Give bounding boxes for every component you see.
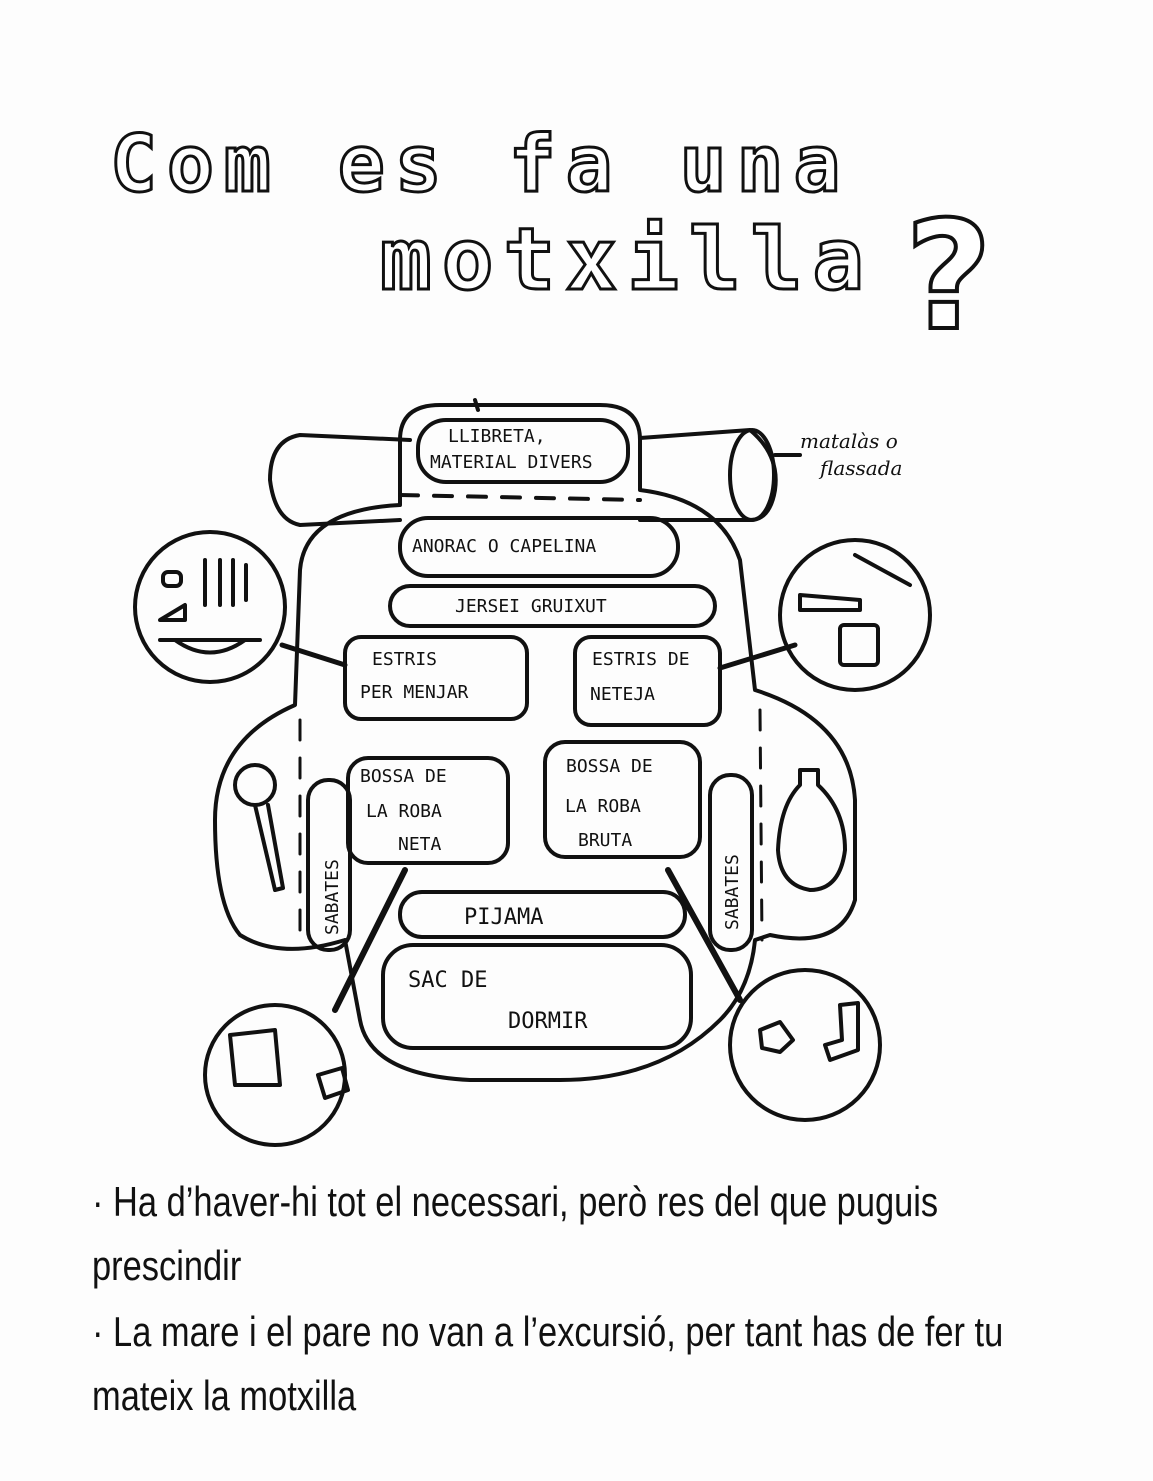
note-1 xyxy=(92,1170,938,1298)
note-2-line-2: mateix la motxilla xyxy=(92,1372,357,1419)
note-2-line-1: · La mare i el pare no van a l’excursió, per tant has de fer tu xyxy=(92,1308,1004,1355)
backpack-outline xyxy=(215,405,855,1080)
sac-label-1: SAC DE xyxy=(408,968,488,993)
cutlery-circle xyxy=(135,532,285,682)
estris-menjar-label-1: ESTRIS xyxy=(372,649,438,670)
mat-label-1: matalàs o xyxy=(800,429,898,453)
note-1-line-2: prescindir xyxy=(92,1242,242,1289)
sac-label-2: DORMIR xyxy=(508,1009,588,1034)
roba-bruta-label-3: BRUTA xyxy=(578,830,633,851)
estris-neteja-label-1: ESTRIS DE xyxy=(592,649,690,670)
note-2 xyxy=(92,1300,1003,1428)
mat-roll xyxy=(270,435,410,525)
estris-menjar-label-2: PER MENJAR xyxy=(360,682,469,703)
roba-neta-label-3: NETA xyxy=(398,834,442,855)
roba-bruta-label-1: BOSSA DE xyxy=(566,756,653,777)
title-line-1: Com es fa una xyxy=(110,120,851,210)
anorac-label: ANORAC O CAPELINA xyxy=(412,536,597,557)
note-1-line-1: · Ha d’haver-hi tot el necessari, però res del que puguis xyxy=(92,1178,939,1225)
title-line-2: motxilla xyxy=(380,210,875,310)
pijama-label: PIJAMA xyxy=(464,905,544,930)
toiletries-circle xyxy=(780,540,930,690)
roba-neta-label-2: LA ROBA xyxy=(366,801,442,822)
mat-label-2: flassada xyxy=(820,456,903,480)
sabates-right-label: SABATES xyxy=(722,854,743,930)
sabates-left-label: SABATES xyxy=(322,859,343,935)
question-mark: ? xyxy=(905,190,993,364)
jersei-label: JERSEI GRUIXUT xyxy=(455,596,607,617)
roba-neta-label-1: BOSSA DE xyxy=(360,766,447,787)
top-pocket-label-1: LLIBRETA, xyxy=(448,426,546,447)
estris-neteja-label-2: NETEJA xyxy=(590,684,656,705)
roba-bruta-label-2: LA ROBA xyxy=(565,796,641,817)
top-pocket-label-2: MATERIAL DIVERS xyxy=(430,452,593,473)
